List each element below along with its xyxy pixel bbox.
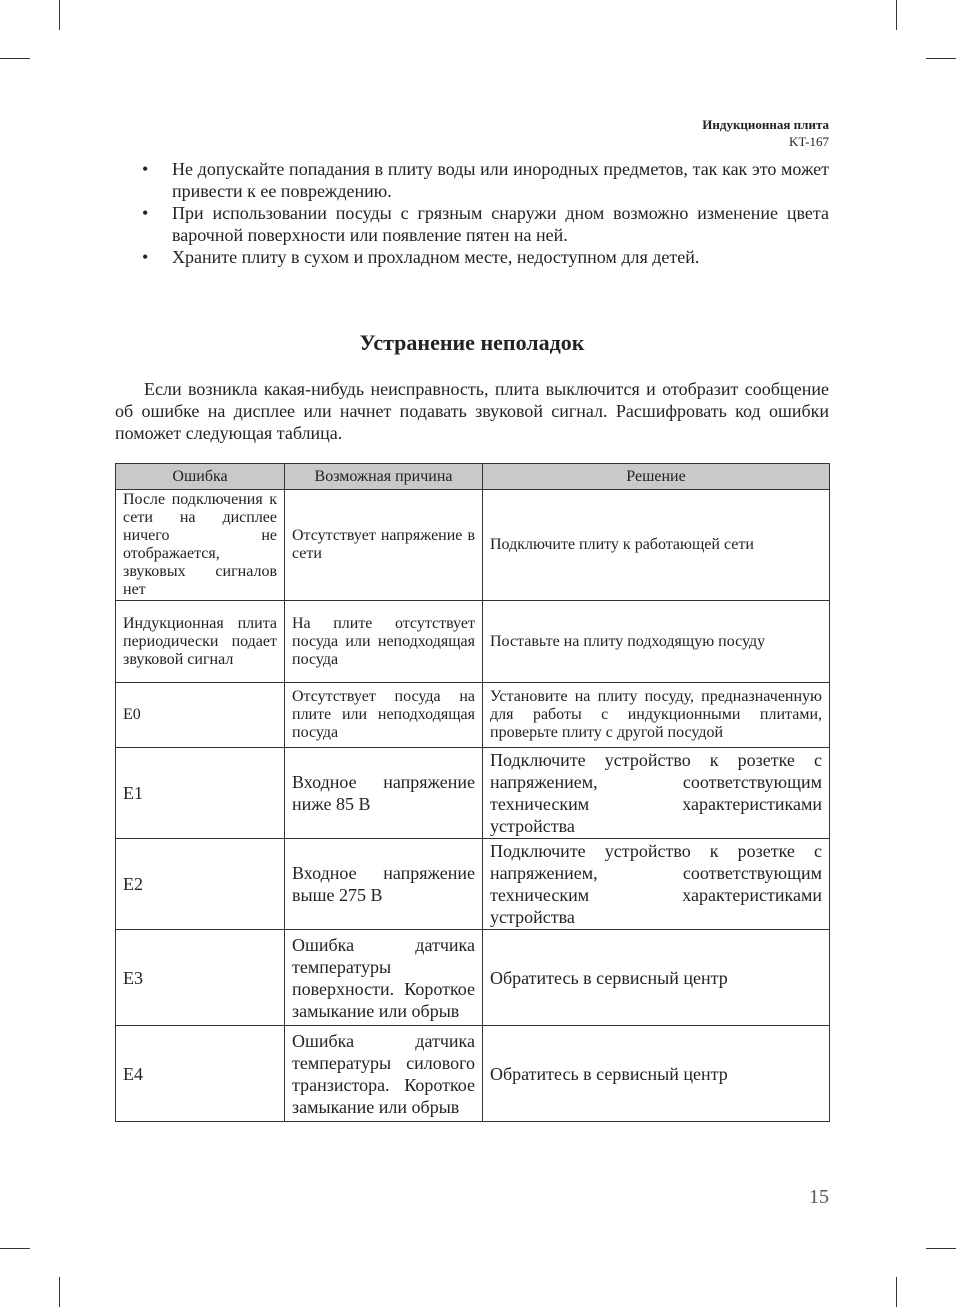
cause-cell: Входное напряжение выше 275 В xyxy=(285,839,483,930)
error-cell: E1 xyxy=(116,748,285,839)
list-item: • Не допускайте попадания в плиту воды или инородных предметов, так как это может привести к ее повреждению. xyxy=(142,159,829,201)
crop-mark xyxy=(926,58,956,59)
solution-cell: Подключите устройство к розетке с напряжением, соответствующим техническим характеристиками устройства xyxy=(483,748,830,839)
cause-cell: Входное напряжение ниже 85 В xyxy=(285,748,483,839)
list-item: • При использовании посуды с грязным снаружи дном возможно изменение цвета варочной поверхности или появление пятен на ней. xyxy=(142,203,829,245)
table-row xyxy=(116,683,830,748)
running-header xyxy=(702,116,829,150)
header-solution: Решение xyxy=(483,464,830,490)
table-header-row xyxy=(116,464,830,490)
intro-paragraph: Если возникла какая-нибудь неисправность, плита выключится и отобразит сообщение об ошибке на дисплее или начнет подавать звуковой сигнал. Расшифровать код ошибки поможет следующая таблица. xyxy=(115,379,829,443)
table-row xyxy=(116,930,830,1026)
crop-mark xyxy=(926,1248,956,1249)
cause-cell: На плите отсутствует посуда или неподходящая посуда xyxy=(285,601,483,683)
error-cell: Индукционная плита периодически подает звуковой сигнал xyxy=(116,601,285,683)
error-cell: После подключения к сети на дисплее ничего не отображается, звуковых сигналов нет xyxy=(116,490,285,601)
crop-mark xyxy=(59,1277,60,1307)
crop-mark xyxy=(0,58,30,59)
cause-cell: Ошибка датчика температуры поверхности. Короткое замыкание или обрыв xyxy=(285,930,483,1026)
crop-mark xyxy=(0,1248,30,1249)
crop-mark xyxy=(896,0,897,30)
error-table xyxy=(115,463,830,1122)
cause-cell: Отсутствует напряжение в сети xyxy=(285,490,483,601)
error-cell: E2 xyxy=(116,839,285,930)
error-cell: E0 xyxy=(116,683,285,748)
cause-cell: Отсутствует посуда на плите или неподходящая посуда xyxy=(285,683,483,748)
page-number: 15 xyxy=(809,1186,829,1208)
header-title: Индукционная плита xyxy=(702,117,829,132)
solution-cell: Подключите устройство к розетке с напряжением, соответствующим техническим характеристиками устройства xyxy=(483,839,830,930)
bullet-icon: • xyxy=(142,159,149,179)
section-title: Устранение неполадок xyxy=(359,330,585,355)
precautions-list xyxy=(115,158,829,268)
solution-cell: Установите на плиту посуду, предназначенную для работы с индукционными плитами, проверьте плиту с другой посудой xyxy=(483,683,830,748)
error-cell: E3 xyxy=(116,930,285,1026)
table-row xyxy=(116,1026,830,1122)
solution-cell: Обратитесь в сервисный центр xyxy=(483,1026,830,1122)
list-item: • Храните плиту в сухом и прохладном месте, недоступном для детей. xyxy=(142,247,700,267)
header-model: KT-167 xyxy=(789,134,829,149)
crop-mark xyxy=(59,0,60,30)
crop-mark xyxy=(896,1277,897,1307)
table-row xyxy=(116,601,830,683)
header-error: Ошибка xyxy=(116,464,285,490)
bullet-icon: • xyxy=(142,203,149,223)
table-row xyxy=(116,490,830,601)
error-cell: E4 xyxy=(116,1026,285,1122)
table-row xyxy=(116,748,830,839)
table-row xyxy=(116,839,830,930)
cause-cell: Ошибка датчика температуры силового транзистора. Короткое замыкание или обрыв xyxy=(285,1026,483,1122)
solution-cell: Обратитесь в сервисный центр xyxy=(483,930,830,1026)
bullet-icon: • xyxy=(142,247,149,267)
header-cause: Возможная причина xyxy=(285,464,483,490)
solution-cell: Поставьте на плиту подходящую посуду xyxy=(483,601,830,683)
solution-cell: Подключите плиту к работающей сети xyxy=(483,490,830,601)
